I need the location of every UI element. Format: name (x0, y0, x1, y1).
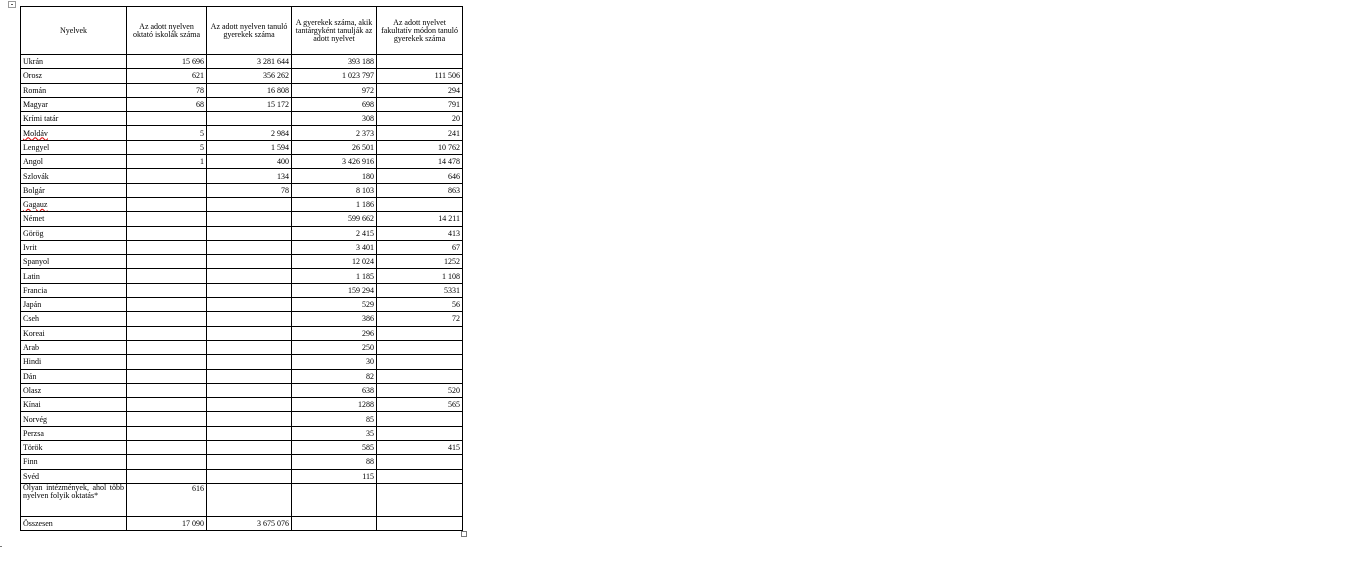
cell-optional-learners: 1252 (377, 255, 463, 269)
cell-language: Görög (21, 226, 127, 240)
cell-optional-learners: 415 (377, 441, 463, 455)
table-row (21, 112, 463, 126)
cell-students (207, 326, 292, 340)
table-row (21, 383, 463, 397)
cell-schools: 15 696 (127, 55, 207, 69)
cell-schools (127, 283, 207, 297)
cell-subject-learners: 3 426 916 (292, 155, 377, 169)
cell-optional-learners (377, 412, 463, 426)
table-row (21, 426, 463, 440)
cell-students (207, 312, 292, 326)
cell-language: Szlovák (21, 169, 127, 183)
cell-subject-learners: 88 (292, 455, 377, 469)
cell-students: 3 281 644 (207, 55, 292, 69)
cell-language: Francia (21, 283, 127, 297)
table-row (21, 83, 463, 97)
cell-language: Dán (21, 369, 127, 383)
cell-students (207, 412, 292, 426)
cell-students (207, 269, 292, 283)
cell-schools (127, 169, 207, 183)
cell-optional-learners: 520 (377, 383, 463, 397)
cell-language: Angol (21, 155, 127, 169)
table-row (21, 412, 463, 426)
table-row (21, 97, 463, 111)
cell-subject-learners: 180 (292, 169, 377, 183)
cell-subject-learners: 12 024 (292, 255, 377, 269)
table-row (21, 240, 463, 254)
cell-optional-learners: 72 (377, 312, 463, 326)
table-row (21, 155, 463, 169)
cell-schools (127, 312, 207, 326)
cell-students: 356 262 (207, 69, 292, 83)
cell-students (207, 283, 292, 297)
cell-language: Török (21, 441, 127, 455)
cell-students (207, 426, 292, 440)
cell-optional-learners: 10 762 (377, 140, 463, 154)
cell-subject-learners: 8 103 (292, 183, 377, 197)
cell-language: Hindi (21, 355, 127, 369)
cell-subject-learners: 115 (292, 469, 377, 483)
cell-subject-learners: 3 401 (292, 240, 377, 254)
table-row (21, 169, 463, 183)
cell-students (207, 298, 292, 312)
cell-schools (127, 183, 207, 197)
table-row (21, 226, 463, 240)
cell-optional-learners: 5331 (377, 283, 463, 297)
cell-students (207, 212, 292, 226)
cell-subject-learners: 1288 (292, 398, 377, 412)
cell-students (207, 255, 292, 269)
cell-optional-learners (377, 483, 463, 516)
cell-subject-learners: 599 662 (292, 212, 377, 226)
header-students: Az adott nyelven tanuló gyerekek száma (207, 7, 292, 55)
cell-subject-learners: 2 415 (292, 226, 377, 240)
cell-schools (127, 455, 207, 469)
languages-table (20, 6, 463, 531)
table-row (21, 441, 463, 455)
cell-students: 2 984 (207, 126, 292, 140)
table-resize-handle-icon[interactable] (461, 531, 467, 537)
cell-optional-learners (377, 455, 463, 469)
cell-schools: 68 (127, 97, 207, 111)
cell-language: Japán (21, 298, 127, 312)
cell-schools: 621 (127, 69, 207, 83)
cell-students (207, 483, 292, 516)
cell-language: Norvég (21, 412, 127, 426)
spellcheck-flagged-word: Gagauz (23, 200, 48, 210)
cell-subject-learners: 638 (292, 383, 377, 397)
table-row (21, 283, 463, 297)
cell-subject-learners: 82 (292, 369, 377, 383)
cell-subject-learners: 386 (292, 312, 377, 326)
cell-language: Koreai (21, 326, 127, 340)
cell-students (207, 398, 292, 412)
cell-schools (127, 226, 207, 240)
cell-subject-learners: 698 (292, 97, 377, 111)
cell-students (207, 469, 292, 483)
cell-optional-learners: 863 (377, 183, 463, 197)
cell-optional-learners: 67 (377, 240, 463, 254)
table-row (21, 255, 463, 269)
cell-optional-learners (377, 197, 463, 211)
cell-subject-learners (292, 483, 377, 516)
cell-students: 3 675 076 (207, 516, 292, 530)
cell-schools (127, 469, 207, 483)
cell-schools (127, 369, 207, 383)
cell-subject-learners: 26 501 (292, 140, 377, 154)
cell-language: Perzsa (21, 426, 127, 440)
cell-schools (127, 355, 207, 369)
table-row (21, 326, 463, 340)
cell-schools: 78 (127, 83, 207, 97)
cell-students: 1 594 (207, 140, 292, 154)
cell-language: Ukrán (21, 55, 127, 69)
cell-subject-learners: 250 (292, 340, 377, 354)
cell-subject-learners: 1 023 797 (292, 69, 377, 83)
cell-language: Svéd (21, 469, 127, 483)
cell-subject-learners: 529 (292, 298, 377, 312)
cell-students (207, 383, 292, 397)
cell-optional-learners (377, 469, 463, 483)
cell-language: Arab (21, 340, 127, 354)
table-row (21, 298, 463, 312)
cell-optional-learners: 413 (377, 226, 463, 240)
cell-language: Orosz (21, 69, 127, 83)
cell-language: Spanyol (21, 255, 127, 269)
cell-schools (127, 212, 207, 226)
table-row (21, 183, 463, 197)
table-row (21, 340, 463, 354)
cell-optional-learners: 1 108 (377, 269, 463, 283)
table-row (21, 455, 463, 469)
cell-optional-learners: 111 506 (377, 69, 463, 83)
cell-language: Német (21, 212, 127, 226)
cell-subject-learners: 308 (292, 112, 377, 126)
cell-students: 134 (207, 169, 292, 183)
table-row (21, 197, 463, 211)
table-row (21, 55, 463, 69)
cell-optional-learners: 791 (377, 97, 463, 111)
cell-students (207, 240, 292, 254)
cell-optional-learners (377, 355, 463, 369)
table-row (21, 126, 463, 140)
cell-subject-learners: 585 (292, 441, 377, 455)
cell-schools: 5 (127, 140, 207, 154)
cell-subject-learners: 972 (292, 83, 377, 97)
cell-schools (127, 441, 207, 455)
table-row (21, 369, 463, 383)
cell-subject-learners: 159 294 (292, 283, 377, 297)
cell-subject-learners: 2 373 (292, 126, 377, 140)
table-row (21, 269, 463, 283)
cell-schools: 1 (127, 155, 207, 169)
cell-schools: 5 (127, 126, 207, 140)
cell-subject-learners: 85 (292, 412, 377, 426)
cell-optional-learners (377, 369, 463, 383)
cell-subject-learners: 1 185 (292, 269, 377, 283)
cell-optional-learners: 241 (377, 126, 463, 140)
header-schools: Az adott nyelven oktató iskolák száma (127, 7, 207, 55)
cell-language (21, 126, 127, 140)
cell-optional-learners: 14 478 (377, 155, 463, 169)
cell-subject-learners (292, 516, 377, 530)
cell-language: Olyan intézmények, ahol több nyelven folyik oktatás* (21, 483, 127, 516)
cell-optional-learners: 56 (377, 298, 463, 312)
cell-language: Összesen (21, 516, 127, 530)
cell-optional-learners (377, 326, 463, 340)
cell-subject-learners: 30 (292, 355, 377, 369)
cell-subject-learners: 1 186 (292, 197, 377, 211)
cell-language: Kínai (21, 398, 127, 412)
cell-schools (127, 197, 207, 211)
cell-schools (127, 298, 207, 312)
table-row (21, 469, 463, 483)
table-row (21, 483, 463, 516)
cell-schools (127, 398, 207, 412)
cell-language: Lengyel (21, 140, 127, 154)
cell-subject-learners: 35 (292, 426, 377, 440)
cell-students (207, 441, 292, 455)
cell-subject-learners: 393 188 (292, 55, 377, 69)
cell-language: Olasz (21, 383, 127, 397)
cell-schools (127, 240, 207, 254)
cell-schools (127, 326, 207, 340)
table-row (21, 398, 463, 412)
table-row (21, 516, 463, 530)
cell-optional-learners: 20 (377, 112, 463, 126)
cell-optional-learners: 646 (377, 169, 463, 183)
table-row (21, 355, 463, 369)
cell-schools (127, 112, 207, 126)
table-row (21, 312, 463, 326)
cell-subject-learners: 296 (292, 326, 377, 340)
cell-students: 15 172 (207, 97, 292, 111)
cell-students (207, 197, 292, 211)
header-subject-learners: A gyerekek száma, akik tantárgyként tanulják az adott nyelvet (292, 7, 377, 55)
table-move-handle-icon[interactable] (8, 1, 16, 8)
cell-optional-learners (377, 55, 463, 69)
spellcheck-flagged-word: Moldáv (23, 128, 48, 138)
cell-language: Finn (21, 455, 127, 469)
header-optional-learners: Az adott nyelvet fakultatív módon tanuló gyerekek száma (377, 7, 463, 55)
cell-schools (127, 383, 207, 397)
cell-schools: 17 090 (127, 516, 207, 530)
cell-schools (127, 340, 207, 354)
cell-students (207, 340, 292, 354)
cell-schools (127, 412, 207, 426)
cell-schools (127, 255, 207, 269)
cell-language: Latin (21, 269, 127, 283)
cell-schools: 616 (127, 483, 207, 516)
cell-optional-learners: 294 (377, 83, 463, 97)
cell-students: 400 (207, 155, 292, 169)
cell-students (207, 226, 292, 240)
cell-language (21, 197, 127, 211)
cell-students: 16 808 (207, 83, 292, 97)
cell-students (207, 369, 292, 383)
cell-schools (127, 426, 207, 440)
cell-language: Krími tatár (21, 112, 127, 126)
table-header-row (21, 7, 463, 55)
header-languages: Nyelvek (21, 7, 127, 55)
table-row (21, 212, 463, 226)
cell-language: Magyar (21, 97, 127, 111)
cell-optional-learners (377, 426, 463, 440)
cell-language: Cseh (21, 312, 127, 326)
cell-language: Ivrit (21, 240, 127, 254)
cell-optional-learners: 14 211 (377, 212, 463, 226)
cell-optional-learners (377, 340, 463, 354)
cell-students (207, 355, 292, 369)
table-row (21, 69, 463, 83)
cell-schools (127, 269, 207, 283)
cell-students: 78 (207, 183, 292, 197)
table-row (21, 140, 463, 154)
cell-language: Román (21, 83, 127, 97)
cell-optional-learners (377, 516, 463, 530)
cell-students (207, 455, 292, 469)
cell-optional-learners: 565 (377, 398, 463, 412)
cell-students (207, 112, 292, 126)
margin-marker (0, 546, 2, 547)
cell-language: Bolgár (21, 183, 127, 197)
